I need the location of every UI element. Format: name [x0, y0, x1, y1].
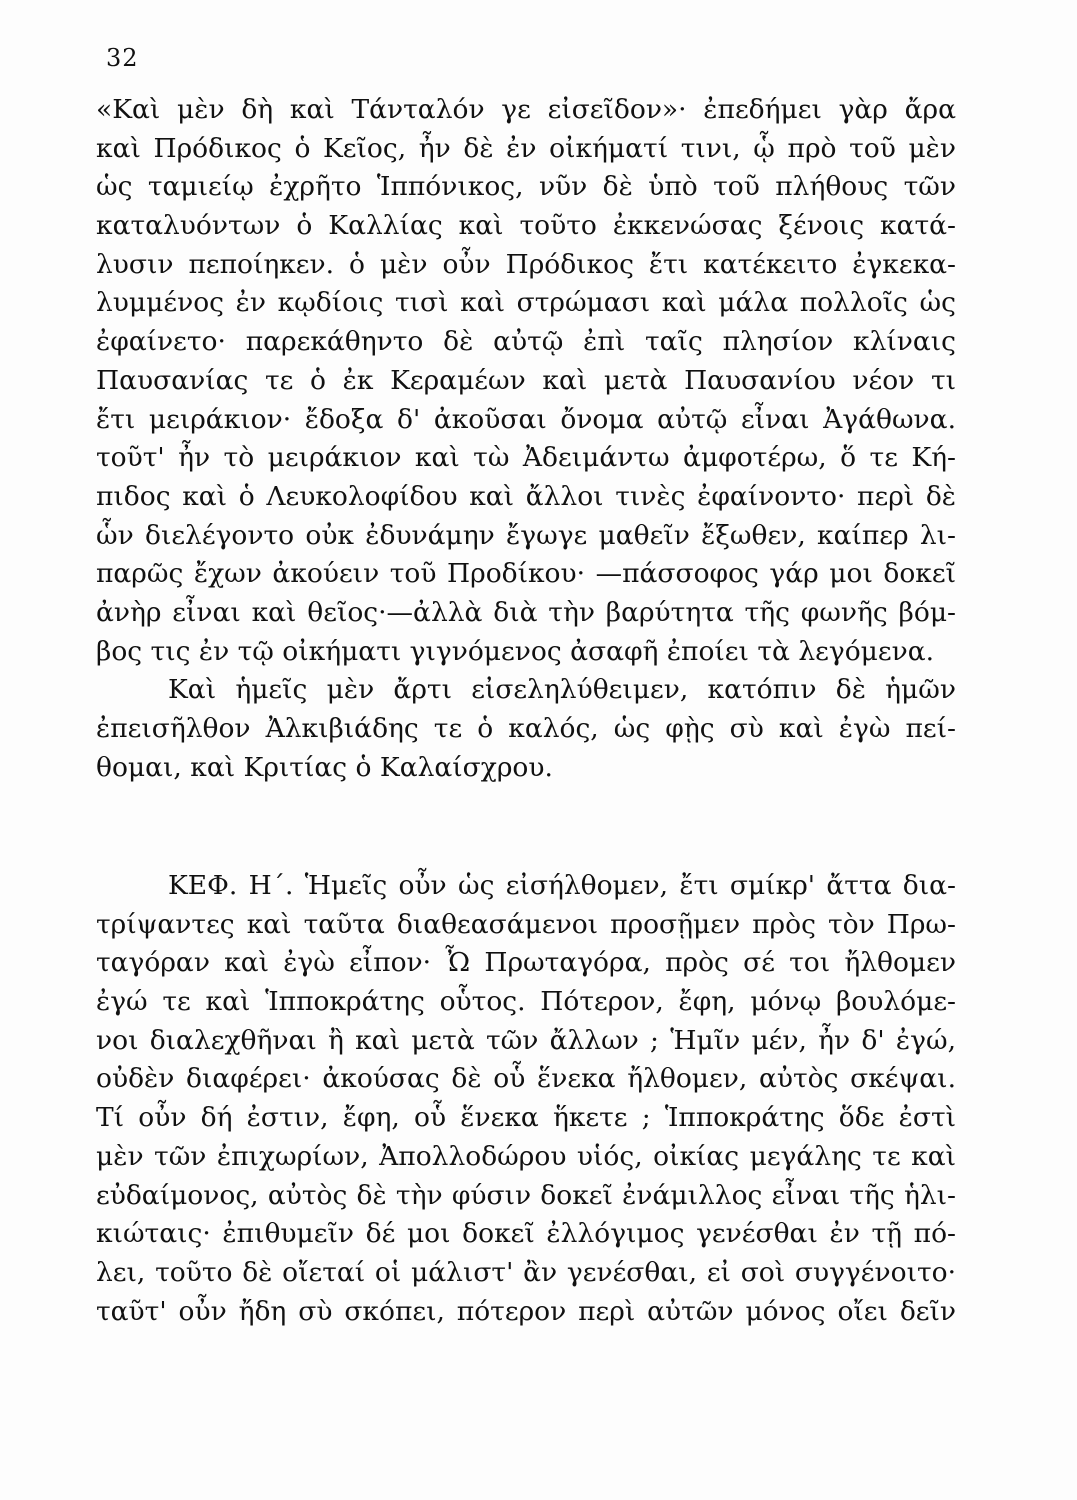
- text-line: ἐφαίνετο· παρεκάθηντο δὲ αὐτῷ ἐπὶ ταῖς πλησίον κλίναις: [96, 326, 956, 358]
- text-line: κιώταις· ἐπιθυμεῖν δέ μοι δοκεῖ ἐλλόγιμος γενέσθαι ἐν τῇ πό-: [96, 1218, 956, 1250]
- text-line: οὐδὲν διαφέρει· ἀκούσας δὲ οὗ ἕνεκα ἤλθομεν, αὐτὸς σκέψαι.: [96, 1063, 956, 1095]
- text-line: ἐγώ τε καὶ Ἱπποκράτης οὗτος. Πότερον, ἔφη, μόνῳ βουλόμε-: [96, 986, 956, 1018]
- text-line: Τί οὖν δή ἐστιν, ἔφη, οὗ ἕνεκα ἥκετε ; Ἱπποκράτης ὅδε ἐστὶ: [96, 1102, 956, 1134]
- text-line: ἔτι μειράκιον· ἔδοξα δ' ἀκοῦσαι ὄνομα αὐτῷ εἶναι Ἀγάθωνα.: [96, 403, 956, 435]
- text-line: μὲν τῶν ἐπιχωρίων, Ἀπολλοδώρου υἱός, οἰκίας μεγάλης τε καὶ: [96, 1140, 956, 1172]
- text-line: ὧν διελέγοντο οὐκ ἐδυνάμην ἔγωγε μαθεῖν ἔξωθεν, καίπερ λι-: [96, 519, 956, 551]
- paragraph-intro: [96, 91, 956, 787]
- text-line: θομαι, καὶ Κριτίας ὁ Καλαίσχρου.: [96, 751, 553, 783]
- text-line: βος τις ἐν τῷ οἰκήματι γιγνόμενος ἀσαφῆ ἐποίει τὰ λεγόμενα.: [96, 635, 935, 667]
- paragraph-chapter-8: [96, 867, 956, 1331]
- text-line: Καὶ ἡμεῖς μὲν ἄρτι εἰσεληλύθειμεν, κατόπιν δὲ ἡμῶν: [168, 674, 956, 706]
- text-line: ταῦτ' οὖν ἤδη σὺ σκόπει, πότερον περὶ αὐτῶν μόνος οἴει δεῖν: [96, 1295, 956, 1327]
- text-line: πιδος καὶ ὁ Λευκολοφίδου καὶ ἄλλοι τινὲς ἐφαίνοντο· περὶ δὲ: [96, 480, 956, 512]
- text-line: ὡς ταμιείῳ ἐχρῆτο Ἱππόνικος, νῦν δὲ ὑπὸ τοῦ πλήθους τῶν: [96, 171, 956, 203]
- text-line: καταλυόντων ὁ Καλλίας καὶ τοῦτο ἐκκενώσας ξένοις κατά-: [96, 210, 956, 242]
- text-line: εὐδαίμονος, αὐτὸς δὲ τὴν φύσιν δοκεῖ ἐνάμιλλος εἶναι τῆς ἡλι-: [96, 1179, 956, 1211]
- text-line: «Καὶ μὲν δὴ καὶ Τάνταλόν γε εἰσεῖδον»· ἐπεδήμει γὰρ ἄρα: [96, 94, 956, 125]
- text-line: λυσιν πεποίηκεν. ὁ μὲν οὖν Πρόδικος ἔτι κατέκειτο ἐγκεκα-: [96, 248, 956, 280]
- page-number: 32: [106, 44, 139, 72]
- chapter-heading-line: ΚΕΦ. Η΄. Ἡμεῖς οὖν ὡς εἰσήλθομεν, ἔτι σμίκρ' ἄττα δια-: [168, 870, 956, 901]
- text-line: τοῦτ' ἦν τὸ μειράκιον καὶ τὼ Ἀδειμάντω ἀμφοτέρω, ὅ τε Κή-: [96, 442, 956, 474]
- text-line: τρίψαντες καὶ ταῦτα διαθεασάμενοι προσῇμεν πρὸς τὸν Πρω-: [96, 908, 956, 940]
- text-line: καὶ Πρόδικος ὁ Κεῖος, ἦν δὲ ἐν οἰκήματί τινι, ᾧ πρὸ τοῦ μὲν: [96, 132, 956, 164]
- text-line: λυμμένος ἐν κῳδίοις τισὶ καὶ στρώμασι καὶ μάλα πολλοῖς ὡς: [96, 287, 956, 319]
- text-line: ταγόραν καὶ ἐγὼ εἶπον· Ὦ Πρωταγόρα, πρὸς σέ τοι ἤλθομεν: [96, 947, 956, 979]
- text-line: λει, τοῦτο δὲ οἴεταί οἱ μάλιστ' ἂν γενέσθαι, εἰ σοὶ συγγένοιτο·: [96, 1256, 956, 1288]
- text-line: νοι διαλεχθῆναι ἢ καὶ μετὰ τῶν ἄλλων ; Ἡμῖν μέν, ἦν δ' ἐγώ,: [96, 1024, 956, 1056]
- text-line: ἐπεισῆλθον Ἀλκιβιάδης τε ὁ καλός, ὡς φῂς σὺ καὶ ἐγὼ πεί-: [96, 713, 956, 744]
- text-line: ἀνὴρ εἶναι καὶ θεῖος·—ἀλλὰ διὰ τὴν βαρύτητα τῆς φωνῆς βόμ-: [96, 596, 956, 628]
- text-line: παρῶς ἔχων ἀκούειν τοῦ Προδίκου· —πάσσοφος γάρ μοι δοκεῖ: [96, 558, 956, 590]
- text-line: Παυσανίας τε ὁ ἐκ Κεραμέων καὶ μετὰ Παυσανίου νέον τι: [96, 364, 956, 396]
